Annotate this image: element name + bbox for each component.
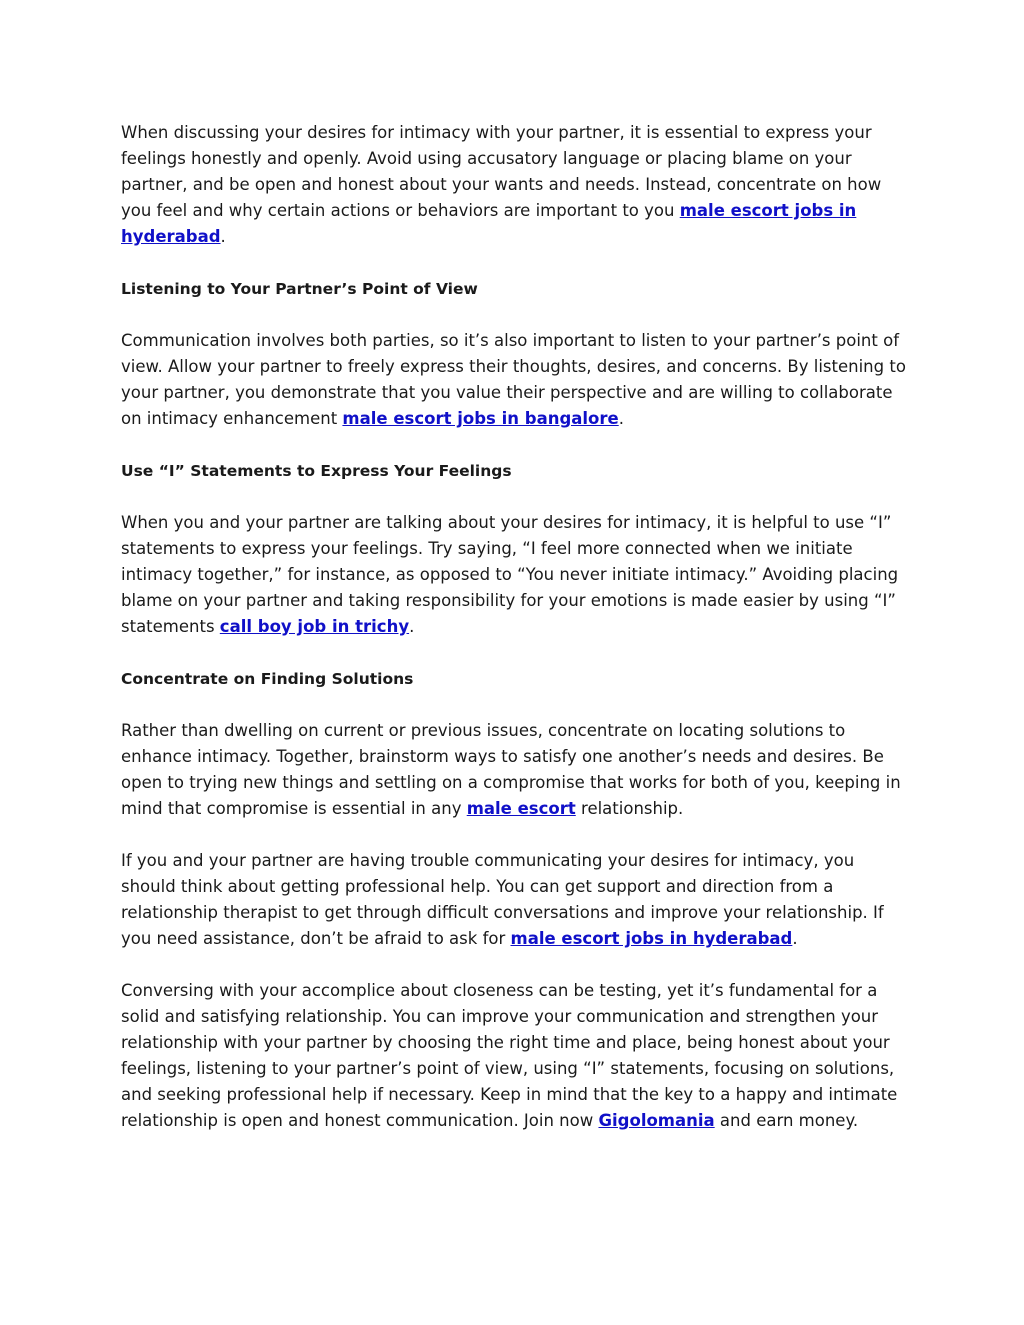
link-call-boy-job-trichy[interactable]: call boy job in trichy (219, 617, 410, 636)
paragraph-professional-help (121, 848, 911, 952)
paragraph-listening (121, 328, 911, 432)
paragraph-suffix: . (618, 409, 624, 428)
paragraph-suffix: relationship. (575, 799, 684, 818)
paragraph-intimacy-desires (121, 120, 911, 250)
link-gigolomania[interactable]: Gigolomania (598, 1111, 715, 1130)
link-male-escort-jobs-bangalore[interactable]: male escort jobs in bangalore (342, 409, 619, 428)
paragraph-suffix: . (220, 227, 226, 246)
paragraph-suffix: . (409, 617, 415, 636)
link-male-escort[interactable]: male escort (466, 799, 576, 818)
paragraph-text: When discussing your desires for intimacy with your partner, it is essential to express your feelings honestly and openly. Avoid using accusatory language or placing blame on your partner, and be open and honest about your wants and needs. Instead, concentrate on how you feel and why certain actions or behaviors are important to you (121, 123, 882, 220)
heading-i-statements: Use “I” Statements to Express Your Feelings (121, 462, 512, 480)
paragraph-conclusion (121, 978, 911, 1134)
paragraph-text: Conversing with your accomplice about closeness can be testing, yet it’s fundamental for a solid and satisfying relationship. You can improve your communication and strengthen your relationship with your partner by choosing the right time and place, being honest about your feelings, listening to your partner’s point of view, using “I” statements, focusing on solutions, and seeking professional help if necessary. Keep in mind that the key to a happy and intimate relationship is open and honest communication. Join now (121, 981, 898, 1130)
paragraph-text: If you and your partner are having trouble communicating your desires for intimacy, you should think about getting professional help. You can get support and direction from a relationship therapist to get through difficult conversations and improve your relationship. If you need assistance, don’t be afraid to ask for (121, 851, 884, 948)
heading-listening: Listening to Your Partner’s Point of View (121, 280, 478, 298)
document-page (121, 120, 911, 1160)
paragraph-text: When you and your partner are talking about your desires for intimacy, it is helpful to use “I” statements to express your feelings. Try saying, “I feel more connected when we initiate intimacy together,” for instance, as opposed to “You never initiate intimacy.” Avoiding placing blame on your partner and taking responsibility for your emotions is made easier by using “I” statements (121, 513, 899, 636)
paragraph-suffix: . (792, 929, 798, 948)
link-male-escort-jobs-hyderabad[interactable]: male escort jobs in hyderabad (121, 201, 857, 246)
paragraph-text: Rather than dwelling on current or previous issues, concentrate on locating solutions to enhance intimacy. Together, brainstorm ways to satisfy one another’s needs and desires. Be open to trying new things and settling on a compromise that works for both of you, keeping in mind that compromise is essential in any (121, 721, 901, 818)
link-male-escort-jobs-hyderabad-2[interactable]: male escort jobs in hyderabad (510, 929, 793, 948)
paragraph-text: Communication involves both parties, so it’s also important to listen to your partner’s point of view. Allow your partner to freely express their thoughts, desires, and concerns. By listening to your partner, you demonstrate that you value their perspective and are willing to collaborate on intimacy enhancement (121, 331, 906, 428)
heading-solutions: Concentrate on Finding Solutions (121, 670, 414, 688)
paragraph-i-statements (121, 510, 911, 640)
paragraph-suffix: and earn money. (714, 1111, 859, 1130)
paragraph-solutions (121, 718, 911, 822)
